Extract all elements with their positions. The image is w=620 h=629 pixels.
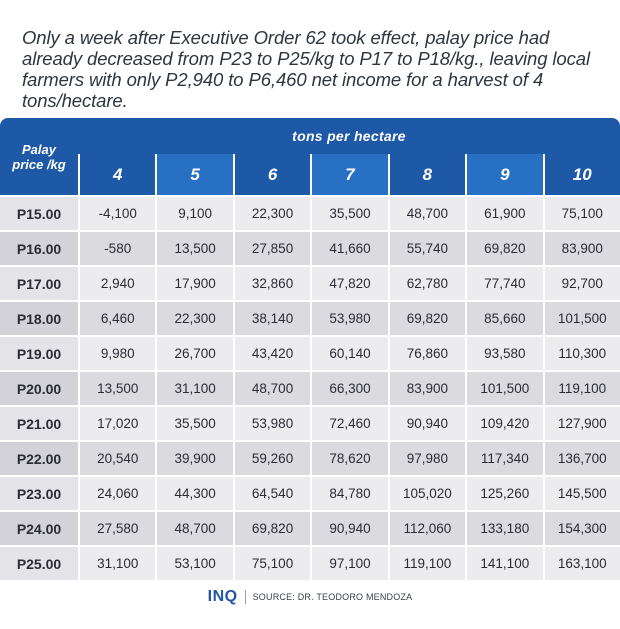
income-table-container <box>0 118 620 580</box>
income-cell: 84,780 <box>310 475 387 510</box>
income-cell: 117,340 <box>465 440 542 475</box>
income-cell: 53,100 <box>155 545 232 580</box>
income-cell: 9,100 <box>155 195 232 230</box>
column-group-header: tons per hectare <box>78 118 620 154</box>
income-cell: -580 <box>78 230 155 265</box>
income-cell: 48,700 <box>233 370 310 405</box>
source-credit: SOURCE: DR. TEODORO MENDOZA <box>252 592 413 602</box>
income-cell: 92,700 <box>543 265 620 300</box>
income-cell: -4,100 <box>78 195 155 230</box>
income-cell: 76,860 <box>388 335 465 370</box>
income-cell: 75,100 <box>233 545 310 580</box>
price-cell: P21.00 <box>0 405 78 440</box>
column-header-row <box>0 154 620 195</box>
income-cell: 27,580 <box>78 510 155 545</box>
row-header-line2: price /kg <box>12 156 66 172</box>
income-cell: 109,420 <box>465 405 542 440</box>
income-cell: 69,820 <box>465 230 542 265</box>
income-cell: 31,100 <box>78 545 155 580</box>
income-cell: 13,500 <box>155 230 232 265</box>
income-cell: 110,300 <box>543 335 620 370</box>
price-cell: P22.00 <box>0 440 78 475</box>
price-cell: P20.00 <box>0 370 78 405</box>
income-cell: 31,100 <box>155 370 232 405</box>
income-cell: 32,860 <box>233 265 310 300</box>
income-cell: 48,700 <box>155 510 232 545</box>
income-table <box>0 118 620 580</box>
income-cell: 35,500 <box>155 405 232 440</box>
price-cell: P24.00 <box>0 510 78 545</box>
income-cell: 41,660 <box>310 230 387 265</box>
income-cell: 48,700 <box>388 195 465 230</box>
income-cell: 105,020 <box>388 475 465 510</box>
table-row <box>0 510 620 545</box>
income-cell: 83,900 <box>388 370 465 405</box>
footer-divider <box>245 590 246 604</box>
table-row <box>0 335 620 370</box>
income-cell: 38,140 <box>233 300 310 335</box>
income-cell: 61,900 <box>465 195 542 230</box>
income-cell: 17,900 <box>155 265 232 300</box>
income-cell: 6,460 <box>78 300 155 335</box>
column-header: 5 <box>155 154 232 195</box>
income-cell: 17,020 <box>78 405 155 440</box>
column-header: 9 <box>465 154 542 195</box>
column-header: 7 <box>310 154 387 195</box>
income-cell: 90,940 <box>388 405 465 440</box>
income-cell: 43,420 <box>233 335 310 370</box>
income-cell: 22,300 <box>155 300 232 335</box>
income-cell: 44,300 <box>155 475 232 510</box>
income-cell: 53,980 <box>310 300 387 335</box>
income-cell: 145,500 <box>543 475 620 510</box>
income-cell: 97,100 <box>310 545 387 580</box>
income-cell: 78,620 <box>310 440 387 475</box>
income-cell: 119,100 <box>388 545 465 580</box>
table-row <box>0 405 620 440</box>
income-cell: 112,060 <box>388 510 465 545</box>
headline: Only a week after Executive Order 62 took effect, palay price had already decreased from P23 to P25/kg to P17 to P18/kg., leaving local farmers with only P2,940 to P6,460 net income for a harvest of 4 tons/hectare. <box>22 27 590 111</box>
price-cell: P16.00 <box>0 230 78 265</box>
income-cell: 85,660 <box>465 300 542 335</box>
income-cell: 69,820 <box>233 510 310 545</box>
income-cell: 2,940 <box>78 265 155 300</box>
row-header-label <box>0 118 78 195</box>
income-cell: 27,850 <box>233 230 310 265</box>
income-cell: 101,500 <box>543 300 620 335</box>
table-row <box>0 265 620 300</box>
column-header: 10 <box>543 154 620 195</box>
income-cell: 90,940 <box>310 510 387 545</box>
table-row <box>0 370 620 405</box>
income-cell: 136,700 <box>543 440 620 475</box>
price-cell: P23.00 <box>0 475 78 510</box>
income-cell: 55,740 <box>388 230 465 265</box>
income-cell: 77,740 <box>465 265 542 300</box>
income-cell: 24,060 <box>78 475 155 510</box>
income-cell: 93,580 <box>465 335 542 370</box>
price-cell: P17.00 <box>0 265 78 300</box>
income-cell: 60,140 <box>310 335 387 370</box>
income-cell: 72,460 <box>310 405 387 440</box>
column-header: 6 <box>233 154 310 195</box>
income-cell: 22,300 <box>233 195 310 230</box>
income-cell: 26,700 <box>155 335 232 370</box>
income-cell: 35,500 <box>310 195 387 230</box>
income-cell: 62,780 <box>388 265 465 300</box>
income-cell: 119,100 <box>543 370 620 405</box>
income-cell: 53,980 <box>233 405 310 440</box>
income-cell: 101,500 <box>465 370 542 405</box>
price-cell: P25.00 <box>0 545 78 580</box>
table-row <box>0 475 620 510</box>
price-cell: P15.00 <box>0 195 78 230</box>
income-cell: 13,500 <box>78 370 155 405</box>
income-cell: 75,100 <box>543 195 620 230</box>
income-cell: 59,260 <box>233 440 310 475</box>
price-cell: P18.00 <box>0 300 78 335</box>
table-row <box>0 440 620 475</box>
income-cell: 64,540 <box>233 475 310 510</box>
income-cell: 69,820 <box>388 300 465 335</box>
income-cell: 154,300 <box>543 510 620 545</box>
income-cell: 66,300 <box>310 370 387 405</box>
income-cell: 133,180 <box>465 510 542 545</box>
income-cell: 20,540 <box>78 440 155 475</box>
price-cell: P19.00 <box>0 335 78 370</box>
table-row <box>0 230 620 265</box>
income-cell: 141,100 <box>465 545 542 580</box>
table-body <box>0 195 620 580</box>
income-cell: 163,100 <box>543 545 620 580</box>
footer <box>0 588 620 606</box>
row-header-line1: Palay <box>22 141 56 157</box>
column-header: 8 <box>388 154 465 195</box>
income-cell: 39,900 <box>155 440 232 475</box>
income-cell: 125,260 <box>465 475 542 510</box>
income-cell: 127,900 <box>543 405 620 440</box>
column-header: 4 <box>78 154 155 195</box>
inq-logo: INQ <box>207 588 238 605</box>
income-cell: 83,900 <box>543 230 620 265</box>
table-row <box>0 300 620 335</box>
income-cell: 97,980 <box>388 440 465 475</box>
table-row <box>0 195 620 230</box>
income-cell: 9,980 <box>78 335 155 370</box>
income-cell: 47,820 <box>310 265 387 300</box>
table-row <box>0 545 620 580</box>
